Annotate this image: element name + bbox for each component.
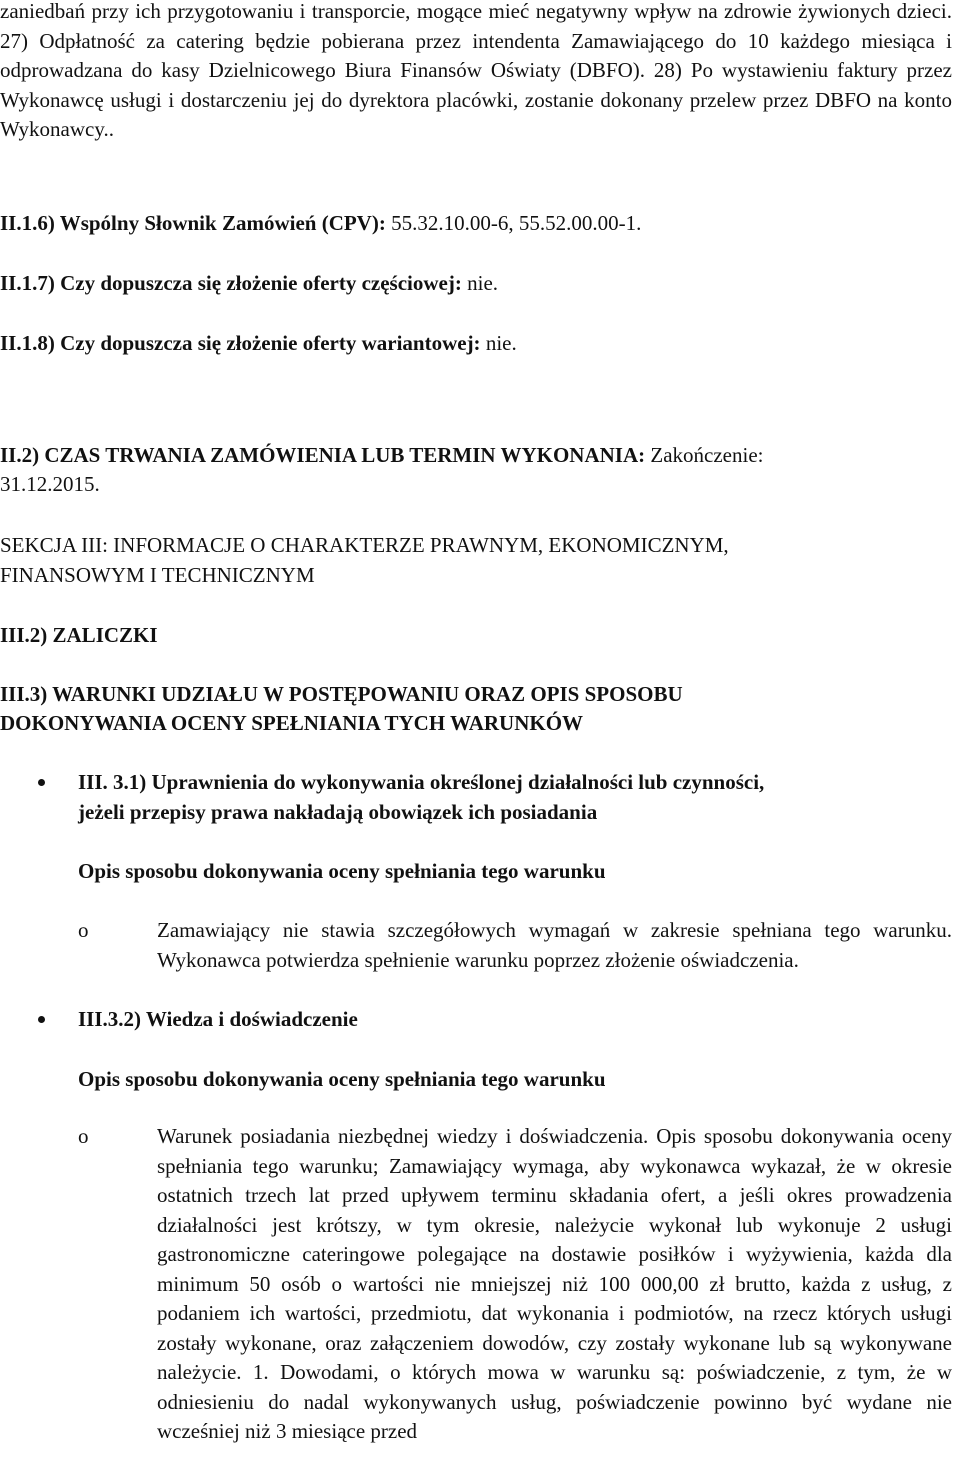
cpv-value: 55.32.10.00-6, 55.52.00.00-1. bbox=[385, 211, 642, 235]
advances-heading: III.2) ZALICZKI bbox=[0, 623, 158, 647]
variant-offer-line bbox=[0, 328, 517, 358]
partial-offer-label: II.1.7) Czy dopuszcza się złożenie oferty częściowej: bbox=[0, 271, 462, 295]
item2-title: III.3.2) Wiedza i doświadczenie bbox=[78, 1007, 358, 1031]
variant-offer-label: II.1.8) Czy dopuszcza się złożenie oferty wariantowej: bbox=[0, 331, 481, 355]
intro-paragraph: zaniedbań przy ich przygotowaniu i transporcie, mogące mieć negatywny wpływ na zdrowie żywionych dzieci. 27) Odpłatność za catering będzie pobierana przez intendenta Zamawiającego do 10 każdego miesiąca i odprowadzana do kasy Dzielnicowego Biura Finansów Oświaty (DBFO). 28) Po wystawieniu faktury przez Wykonawcę usługi i dostarczeniu jej do dyrektora placówki, zostanie dokonany przelew przez DBFO na konto Wykonawcy.. bbox=[0, 0, 952, 141]
item2-desc-heading: Opis sposobu dokonywania oceny spełniania tego warunku bbox=[78, 1067, 606, 1091]
item1-title-line2: jeżeli przepisy prawa nakładają obowiązek ich posiadania bbox=[78, 800, 598, 824]
item1-desc-heading: Opis sposobu dokonywania oceny spełniania tego warunku bbox=[78, 859, 606, 883]
section-3-title-line2: FINANSOWYM I TECHNICZNYM bbox=[0, 563, 315, 587]
bullet-icon bbox=[38, 1016, 45, 1023]
circle-bullet-icon: o bbox=[78, 918, 89, 942]
conditions-heading-line1: III.3) WARUNKI UDZIAŁU W POSTĘPOWANIU ORAZ OPIS SPOSOBU bbox=[0, 682, 683, 706]
cpv-label: II.1.6) Wspólny Słownik Zamówień (CPV): bbox=[0, 211, 386, 235]
duration-value: Zakończenie: bbox=[645, 443, 764, 467]
duration-line bbox=[0, 440, 763, 470]
item2-text: Warunek posiadania niezbędnej wiedzy i doświadczenia. Opis sposobu dokonywania oceny spełniania tego warunku; Zamawiający wymaga, aby wykonawca wykazał, że w okresie ostatnich trzech lat przed upływem terminu składania ofert, a jeśli okres prowadzenia działalności jest krótszy, w tym okresie, należycie wykonał lub wykonuje 2 usługi gastronomiczne cateringowe polegające na dostawie posiłków i wyżywienia, każda dla minimum 50 osób o wartości nie mniejszej niż 100 000,00 zł brutto, każda z usług, z podaniem ich wartości, przedmiotu, dat wykonania i podmiotów, na rzecz których usługi zostały wykonane, oraz załączeniem dowodów, czy zostały wykonane lub są wykonywane należycie. 1. Dowodami, o których mowa w warunku są: poświadczenie, z tym, że w odniesieniu do nadal wykonywanych usług, poświadczenie powinno być wydane nie wcześniej niż 3 miesiące przed bbox=[157, 1124, 952, 1443]
bullet-icon bbox=[38, 779, 45, 786]
cpv-line bbox=[0, 208, 641, 238]
duration-label: II.2) CZAS TRWANIA ZAMÓWIENIA LUB TERMIN WYKONANIA: bbox=[0, 443, 646, 467]
circle-bullet-icon: o bbox=[78, 1124, 89, 1148]
duration-date: 31.12.2015. bbox=[0, 472, 100, 496]
conditions-heading-line2: DOKONYWANIA OCENY SPEŁNIANIA TYCH WARUNKÓW bbox=[0, 711, 584, 735]
partial-offer-value: nie. bbox=[461, 271, 499, 295]
partial-offer-line bbox=[0, 268, 498, 298]
section-3-title-line1: SEKCJA III: INFORMACJE O CHARAKTERZE PRAWNYM, EKONOMICZNYM, bbox=[0, 533, 729, 557]
variant-offer-value: nie. bbox=[480, 331, 517, 355]
item1-title-line1: III. 3.1) Uprawnienia do wykonywania określonej działalności lub czynności, bbox=[78, 770, 765, 794]
item1-text: Zamawiający nie stawia szczegółowych wymagań w zakresie spełniana tego warunku. Wykonawca potwierdza spełnienie warunku poprzez złożenie oświadczenia. bbox=[157, 918, 952, 972]
